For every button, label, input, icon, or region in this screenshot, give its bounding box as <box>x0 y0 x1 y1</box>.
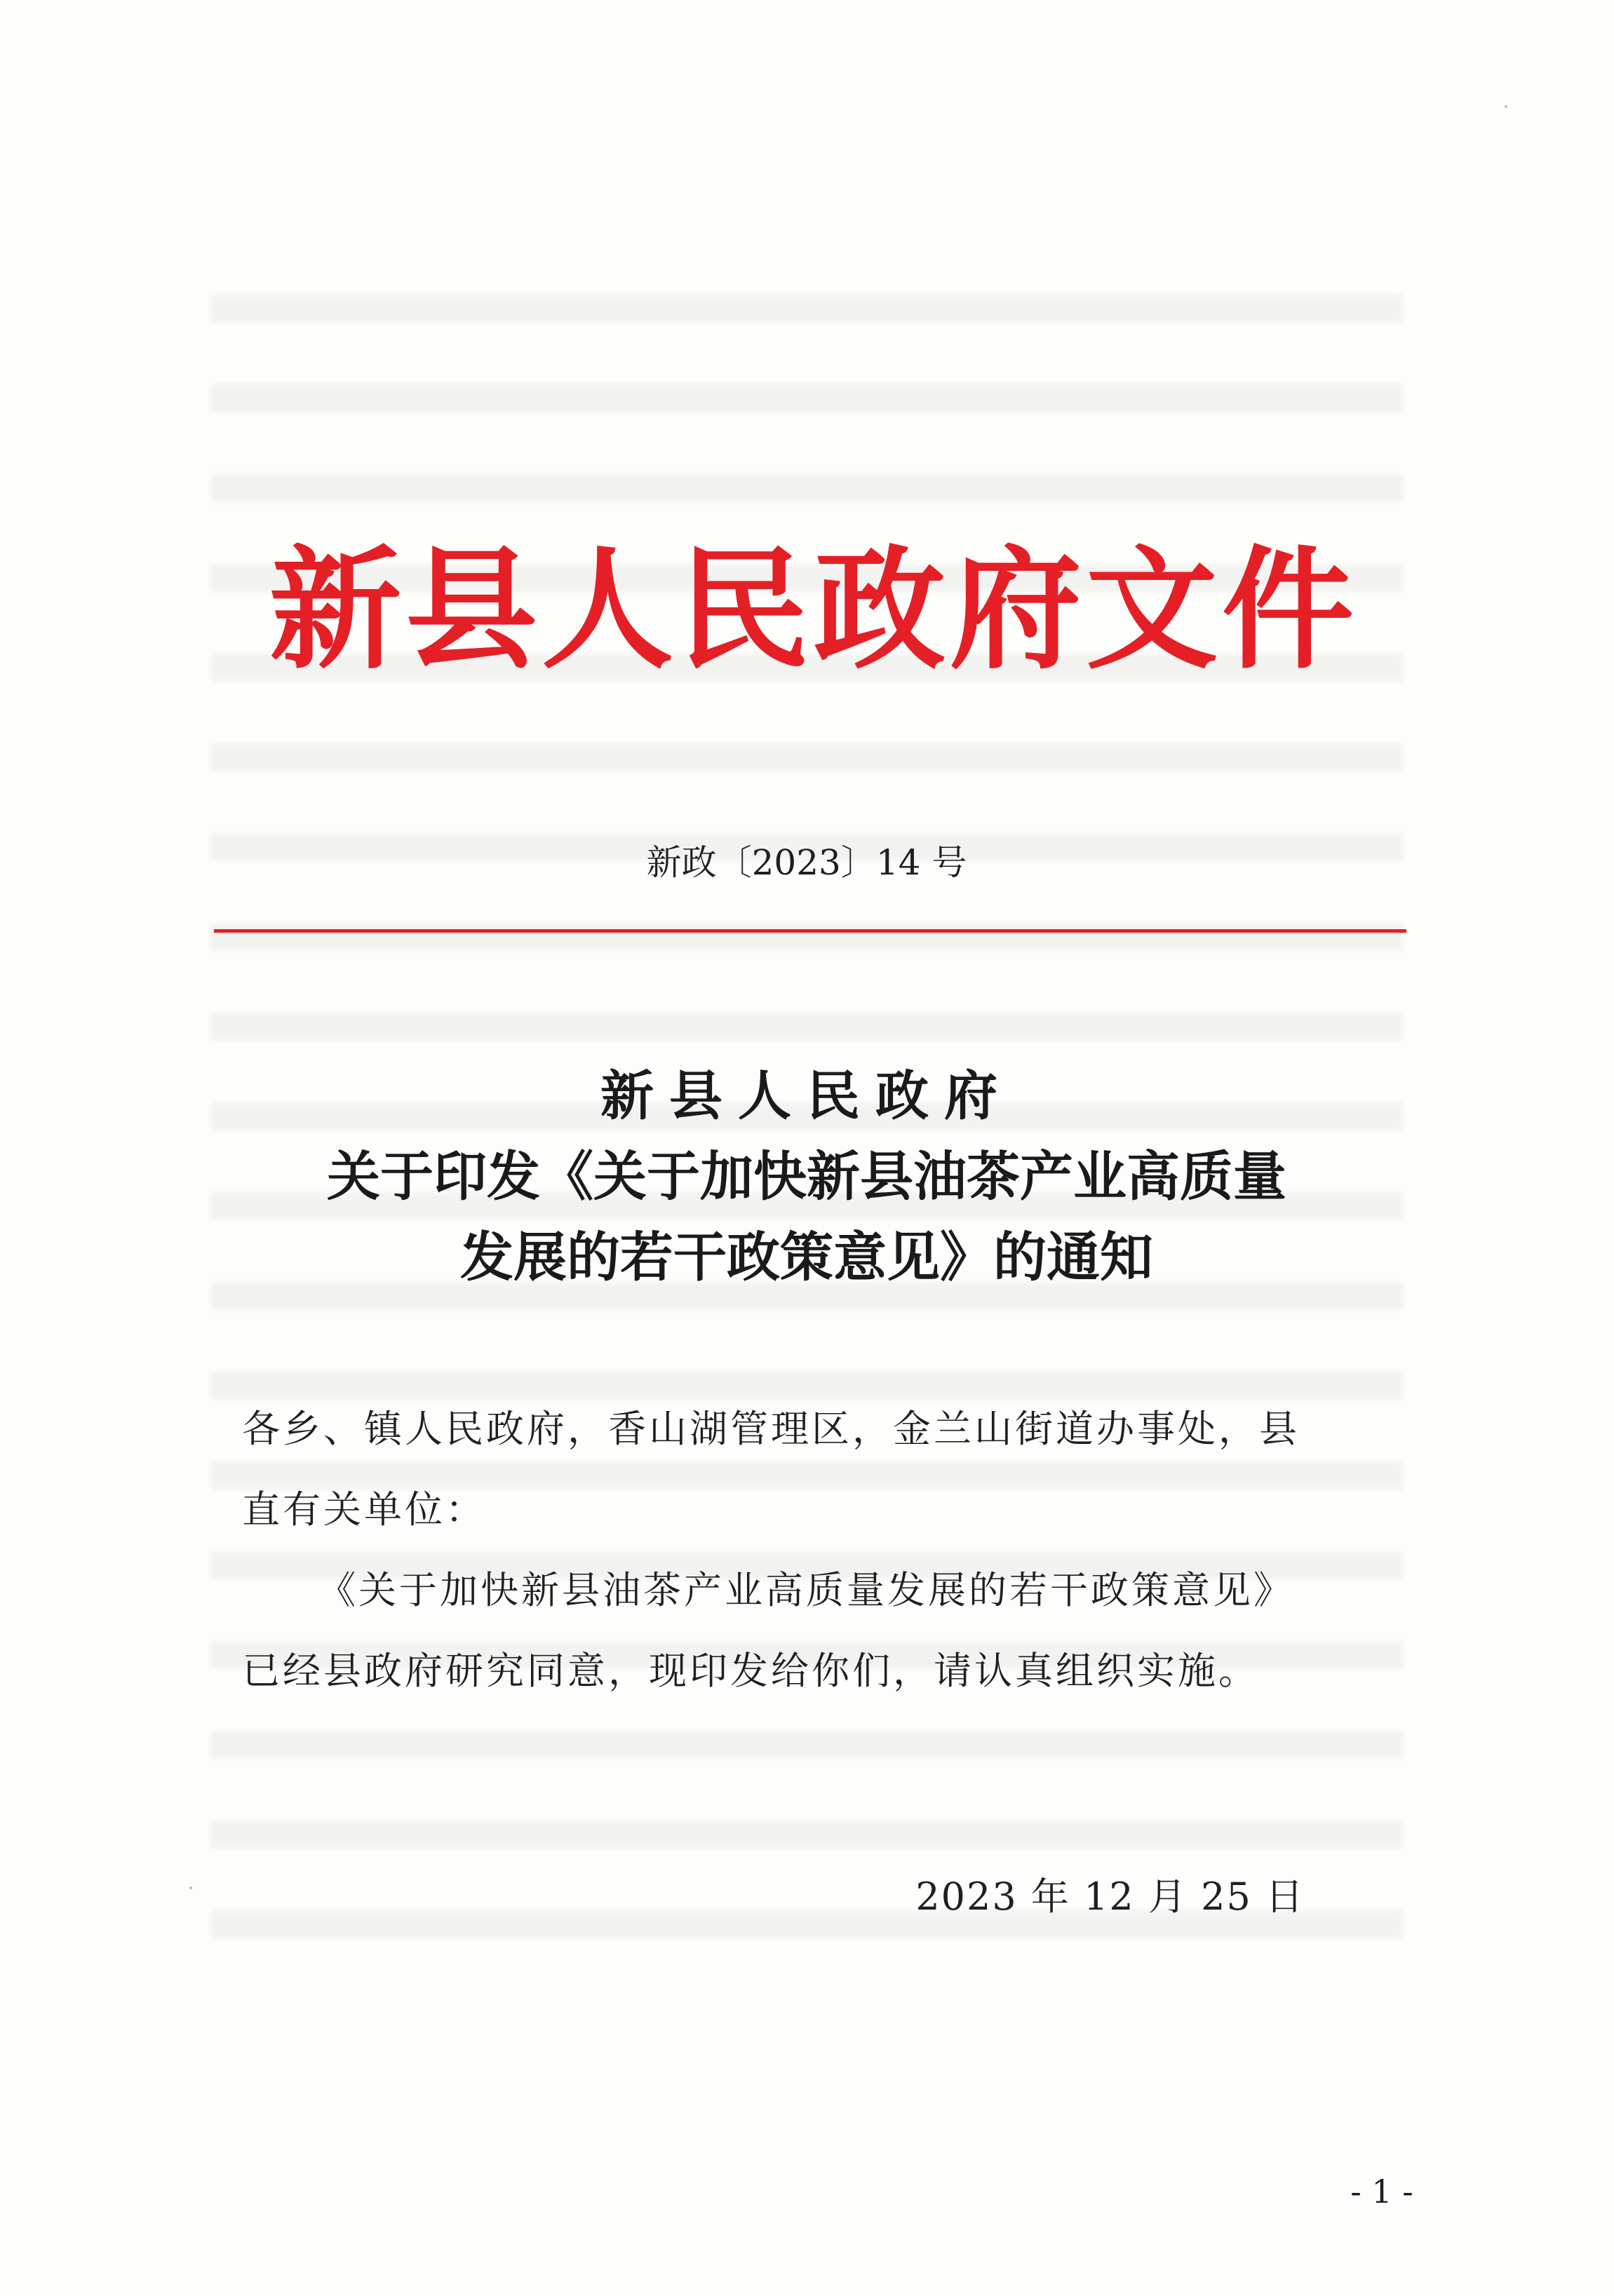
issue-date: 2023 年 12 月 25 日 <box>915 1875 1305 1919</box>
salutation-line-2: 直有关单位： <box>242 1487 486 1532</box>
scan-speck <box>1505 105 1507 108</box>
title-issuer: 新县人民政府 <box>600 1065 1013 1127</box>
body-line-2: 已经县政府研究同意，现印发给你们，请认真组织实施。 <box>242 1649 1259 1693</box>
page-number: - 1 - <box>1350 2173 1413 2210</box>
body-line-1: 《关于加快新县油茶产业高质量发展的若干政策意见》 <box>318 1568 1294 1612</box>
body-paragraph <box>242 1550 1427 1711</box>
document-number: 新政〔2023〕14 号 <box>646 842 967 883</box>
notice-title <box>231 1055 1382 1297</box>
masthead-title: 新县人民政府文件 <box>269 532 1358 687</box>
salutation <box>242 1389 1427 1550</box>
title-line-3: 发展的若干政策意见》的通知 <box>460 1226 1153 1288</box>
salutation-line-1: 各乡、镇人民政府，香山湖管理区，金兰山街道办事处，县 <box>242 1407 1300 1451</box>
red-divider-line <box>214 929 1406 933</box>
scan-speck <box>189 1886 192 1889</box>
title-line-2: 关于印发《关于加快新县油茶产业高质量 <box>327 1145 1286 1208</box>
